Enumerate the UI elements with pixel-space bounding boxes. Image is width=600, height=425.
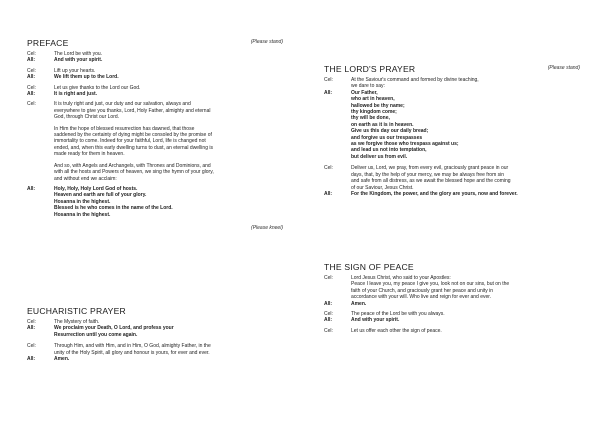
speaker-label: All: <box>27 91 36 98</box>
text-line: Let us give thanks to the Lord our God. <box>54 84 141 91</box>
text-line: Blessed is he who comes in the name of the Lord. <box>54 205 173 212</box>
dialogue-text <box>54 343 283 356</box>
section-header <box>27 306 283 316</box>
section-preface <box>27 38 283 231</box>
text-line: Let us offer each other the sign of peace. <box>351 327 442 334</box>
dialogue-row <box>27 343 283 356</box>
text-line: The Lord be with you. <box>54 51 103 57</box>
speaker-label: Cel: <box>27 67 36 74</box>
text-line: of our Saviour, Jesus Christ. <box>351 184 414 191</box>
speaker-label: Cel: <box>27 101 36 108</box>
text-line: thy will be done, <box>351 115 390 122</box>
dialogue-text <box>54 91 283 97</box>
text-line: and without end we acclaim: <box>54 175 117 182</box>
dialogue-row <box>27 74 283 80</box>
speaker-label: All: <box>27 325 36 332</box>
dialogue-row <box>324 165 580 191</box>
paragraph <box>54 126 283 158</box>
dialogue-text <box>54 101 283 181</box>
dialogue-text <box>54 356 283 362</box>
speaker-label: Cel: <box>27 84 36 91</box>
paragraph <box>54 343 283 356</box>
dialogue-text <box>351 165 580 191</box>
text-line: faith of your Church, and graciously grant her peace and unity in <box>351 287 494 294</box>
text-line: In Him the hope of blessed resurrection has dawned, that those <box>54 125 195 132</box>
text-line: Amen. <box>54 356 70 363</box>
speaker-label: Cel: <box>27 319 36 325</box>
text-line: And with your spirit. <box>54 57 103 64</box>
text-line: The Mystery of faith. <box>54 319 100 325</box>
dialogue-row <box>27 91 283 97</box>
dialogue-row <box>324 191 580 197</box>
paragraph <box>351 77 580 90</box>
dialogue-row <box>27 325 283 338</box>
dialogue-text <box>54 57 283 63</box>
text-line: thy kingdom come; <box>351 109 397 116</box>
dialogue-text <box>351 275 580 301</box>
paragraph <box>54 74 283 80</box>
dialogue-text <box>351 90 580 160</box>
text-line: accordance with your will. Who live and reign for ever and ever. <box>351 294 492 301</box>
paragraph <box>351 301 580 307</box>
dialogue-text <box>54 74 283 80</box>
rubric-note: (Please stand) <box>250 39 283 45</box>
text-line: Our Father, <box>351 89 378 96</box>
paragraph <box>54 91 283 97</box>
section-the-lord-s-prayer <box>324 64 580 197</box>
section-header <box>324 262 580 272</box>
section-title: PREFACE <box>27 38 69 48</box>
text-line: as we forgive those who trespass against us; <box>351 141 459 148</box>
speaker-label: All: <box>27 185 36 192</box>
text-line: we dare to say: <box>351 83 385 90</box>
section-title: THE SIGN OF PEACE <box>324 262 414 272</box>
dialogue-row <box>27 186 283 218</box>
speaker-label: All: <box>324 190 333 197</box>
text-line: Holy, Holy, Holy Lord God of hosts. <box>54 185 138 192</box>
dialogue-text <box>351 191 580 197</box>
speaker-label: Cel: <box>27 51 36 57</box>
text-line: The peace of the Lord be with you always. <box>351 311 445 318</box>
speaker-label: Cel: <box>324 165 333 172</box>
speaker-label: Cel: <box>324 311 333 318</box>
rubric-note: (Please stand) <box>547 65 580 71</box>
section-the-sign-of-peace <box>324 262 580 334</box>
speaker-label: All: <box>324 89 333 96</box>
text-line: Hosanna in the highest. <box>54 198 111 205</box>
section-title: EUCHARISTIC PRAYER <box>27 306 126 316</box>
paragraph <box>351 191 580 197</box>
text-line: and forgive us our trespasses <box>351 134 423 141</box>
dialogue-text <box>351 77 580 90</box>
text-line: God, through Christ our Lord. <box>54 114 120 121</box>
paragraph <box>54 325 283 338</box>
dialogue-row <box>324 301 580 307</box>
dialogue-text <box>351 328 580 334</box>
text-line: Hosanna in the highest. <box>54 211 111 218</box>
text-line: We lift them up to the Lord. <box>54 74 119 81</box>
dialogue-text <box>351 301 580 307</box>
text-line: with all the hosts and Powers of heaven, we sing the hymn of your glory, <box>54 169 214 176</box>
text-line: hallowed be thy name; <box>351 102 405 109</box>
speaker-label: All: <box>324 300 333 307</box>
dialogue-text <box>54 325 283 338</box>
paragraph <box>351 275 580 301</box>
text-line: Deliver us, Lord, we pray, from every evil, graciously grant peace in our <box>351 165 509 172</box>
dialogue-row <box>27 57 283 63</box>
paragraph <box>351 165 580 191</box>
dialogue-row <box>324 328 580 334</box>
text-line: made ready for them in heaven. <box>54 151 125 158</box>
text-line: days, that, by the help of your mercy, we may be always free from sin <box>351 171 505 178</box>
paragraph <box>351 317 580 323</box>
text-line: saddened by the certainty of dying might be consoled by the promise of <box>54 132 212 139</box>
text-line: Lift up your hearts. <box>54 67 96 74</box>
dialogue-text <box>351 317 580 323</box>
text-line: unity of the Holy Spirit, all glory and honour is yours, for ever and ever. <box>54 349 210 356</box>
text-line: Peace I leave you, my peace I give you, look not on our sins, but on the <box>351 281 510 288</box>
speaker-label: All: <box>27 356 36 363</box>
section-header <box>27 38 283 48</box>
text-line: And with your spirit. <box>351 317 400 324</box>
dialogue-row <box>27 356 283 362</box>
text-line: who art in heaven, <box>351 96 395 103</box>
text-line: and safe from all distress, as we await the blessed hope and the coming <box>351 178 511 185</box>
dialogue-text <box>54 186 283 218</box>
paragraph <box>54 163 283 182</box>
dialogue-row <box>324 275 580 301</box>
text-line: We proclaim your Death, O Lord, and profess your <box>54 325 174 332</box>
text-line: but deliver us from evil. <box>351 153 408 160</box>
text-line: on earth as it is in heaven. <box>351 121 414 128</box>
dialogue-row <box>324 77 580 90</box>
text-line: It is right and just. <box>54 91 98 98</box>
section-header <box>324 64 580 74</box>
text-line: It is truly right and just, our duty and our salvation, always and <box>54 101 191 108</box>
paragraph <box>351 328 580 334</box>
speaker-label: All: <box>324 317 333 324</box>
rubric-note: (Please kneel) <box>251 224 283 231</box>
text-line: Through Him, and with Him, and in Him, O God, almighty Father, in the <box>54 343 211 350</box>
text-line: And so, with Angels and Archangels, with Thrones and Dominions, and <box>54 162 211 169</box>
text-line: everywhere to give you thanks, Lord, Holy Father, almighty and eternal <box>54 107 211 114</box>
paragraph <box>54 356 283 362</box>
speaker-label: Cel: <box>324 275 333 281</box>
paragraph <box>54 57 283 63</box>
speaker-label: Cel: <box>324 77 333 83</box>
dialogue-row <box>324 317 580 323</box>
speaker-label: Cel: <box>27 343 36 350</box>
section-title: THE LORD'S PRAYER <box>324 64 416 74</box>
speaker-label: All: <box>27 57 36 64</box>
dialogue-row <box>324 90 580 160</box>
text-line: ended, and, when this early dwelling turns to dust, an eternal dwelling is <box>54 144 213 151</box>
text-line: At the Saviour's command and formed by divine teaching, <box>351 77 479 83</box>
section-eucharistic-prayer <box>27 306 283 362</box>
paragraph <box>351 90 580 160</box>
paragraph <box>54 101 283 120</box>
text-line: Resurrection until you come again. <box>54 331 138 338</box>
text-line: immortality to come. Indeed for your faithful, Lord, life is changed not <box>54 138 206 145</box>
text-line: For the Kingdom, the power, and the glory are yours, now and forever. <box>351 190 518 197</box>
text-line: Lord Jesus Christ, who said to your Apostles: <box>351 275 451 281</box>
text-line: and lead us not into temptation, <box>351 147 427 154</box>
speaker-label: All: <box>27 74 36 81</box>
text-line: Give us this day our daily bread; <box>351 128 429 135</box>
dialogue-row <box>27 101 283 181</box>
text-line: Heaven and earth are full of your glory. <box>54 192 147 199</box>
speaker-label: Cel: <box>324 327 333 334</box>
paragraph <box>54 186 283 218</box>
text-line: Amen. <box>351 300 367 307</box>
